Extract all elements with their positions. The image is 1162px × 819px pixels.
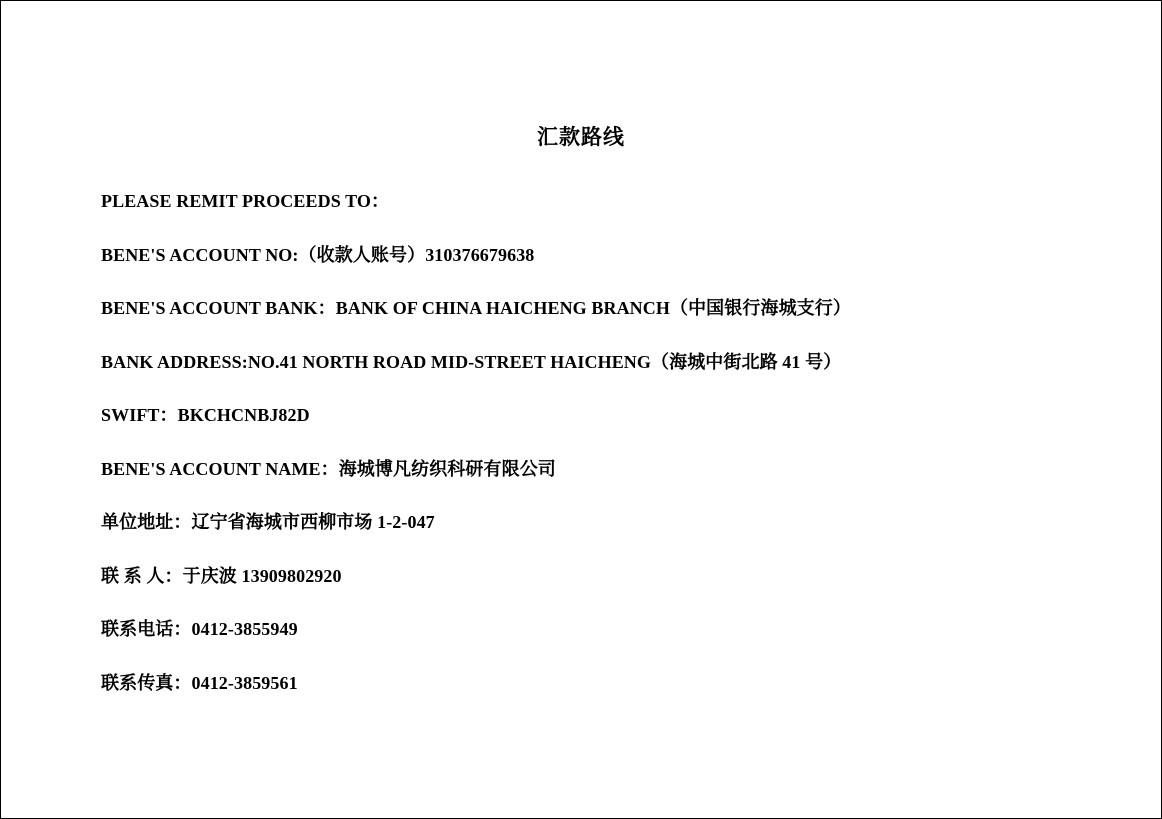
remittance-details	[1, 190, 1161, 694]
beneficiary-account-bank-line: BENE'S ACCOUNT BANK：BANK OF CHINA HAICHENG BRANCH（中国银行海城支行）	[101, 298, 851, 319]
beneficiary-account-number-line: BENE'S ACCOUNT NO:（收款人账号）310376679638	[101, 244, 535, 265]
company-address-line: 单位地址：辽宁省海城市西柳市场 1-2-047	[101, 512, 435, 533]
bank-address-line: BANK ADDRESS:NO.41 NORTH ROAD MID-STREET HAICHENG（海城中街北路 41 号）	[101, 351, 842, 372]
beneficiary-account-name-line: BENE'S ACCOUNT NAME：海城博凡纺织科研有限公司	[101, 458, 556, 479]
contact-phone-line: 联系电话：0412-3855949	[101, 619, 298, 640]
remit-instruction-line: PLEASE REMIT PROCEEDS TO：	[101, 191, 390, 212]
contact-fax-line: 联系传真：0412-3859561	[101, 672, 298, 693]
swift-code-line: SWIFT：BKCHCNBJ82D	[101, 405, 310, 426]
page-title: 汇款路线	[537, 125, 625, 149]
contact-person-line: 联 系 人：于庆波 13909802920	[101, 565, 342, 586]
